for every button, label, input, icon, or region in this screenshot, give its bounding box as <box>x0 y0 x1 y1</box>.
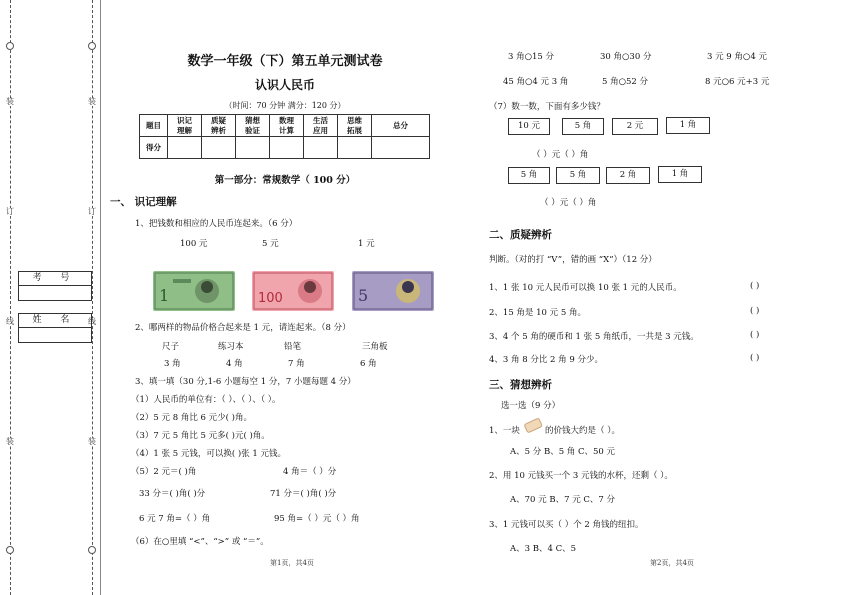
score-cell[interactable] <box>270 137 304 159</box>
answer-blank[interactable]: （ ）元（ ）角 <box>540 198 597 208</box>
seal-char: 线 <box>6 317 14 326</box>
instruction-text: 选一选（9 分） <box>501 401 561 411</box>
price-label: 3 角 <box>164 359 181 369</box>
score-header-cell: 猜想 验证 <box>236 115 270 137</box>
binding-edge-line <box>100 0 101 595</box>
page-number: 第2页，共4页 <box>650 559 694 567</box>
score-header-cell: 题目 <box>140 115 168 137</box>
question-text: 33 分＝( )角( )分 <box>139 489 206 499</box>
choice-options[interactable]: A、70 元 B、7 元 C、7 分 <box>510 495 616 505</box>
answer-blank[interactable]: ( ) <box>750 330 760 340</box>
seal-char: 装 <box>88 437 96 446</box>
exam-meta: （时间：70 分钟 满分：120 分） <box>224 101 346 110</box>
exam-id-field[interactable] <box>19 286 91 300</box>
amount-label: 100 元 <box>180 239 208 249</box>
question-text: （1）人民币的单位有：（ ）、（ ）、（ ）。 <box>131 395 281 405</box>
exam-id-box <box>18 271 92 301</box>
question-text: 71 分＝( )角( )分 <box>270 489 337 499</box>
seal-char: 装 <box>6 97 14 106</box>
banknote-100-yuan-image[interactable] <box>252 271 334 311</box>
answer-blank[interactable]: ( ) <box>750 306 760 316</box>
answer-blank[interactable]: （ ）元（ ）角 <box>532 150 589 160</box>
binding-hole <box>6 546 14 554</box>
item-label: 练习本 <box>218 342 244 352</box>
student-name-label: 姓 名 <box>19 314 91 328</box>
true-false-item: 2、15 角是 10 元 5 角。 <box>489 308 586 318</box>
page-number: 第1页，共4页 <box>270 559 314 567</box>
money-box: 5 角 <box>562 118 604 135</box>
question-text: （5）2 元＝( )角 <box>131 467 197 477</box>
seal-char: 装 <box>88 97 96 106</box>
score-header-cell: 思维 拓展 <box>338 115 372 137</box>
money-box: 10 元 <box>508 118 550 135</box>
money-box: 2 角 <box>606 167 650 184</box>
section-heading: 一、 识记理解 <box>110 196 177 208</box>
true-false-item: 3、4 个 5 角的硬币和 1 张 5 角纸币，一共是 3 元钱。 <box>489 332 699 342</box>
money-box: 5 角 <box>508 167 550 184</box>
money-box: 5 角 <box>556 167 600 184</box>
seal-char: 订 <box>88 207 96 216</box>
score-header-cell: 生活 应用 <box>304 115 338 137</box>
question-text: 4 角＝（ ）分 <box>283 467 337 477</box>
choice-options[interactable]: A、5 分 B、5 角 C、50 元 <box>510 447 616 457</box>
question-text: 95 角=（ ）元（ ）角 <box>274 514 360 524</box>
section-heading: 二、质疑辨析 <box>489 229 552 241</box>
student-name-box <box>18 313 92 343</box>
score-table <box>139 114 430 159</box>
score-cell[interactable] <box>236 137 270 159</box>
item-label: 铅笔 <box>284 342 302 352</box>
question-text: （3）7 元 5 角比 5 元多( )元( )角。 <box>131 431 270 441</box>
exam-id-label: 考 号 <box>19 272 91 286</box>
eraser-icon <box>522 415 544 435</box>
item-label: 三角板 <box>362 342 388 352</box>
instruction-text: 判断。（对的打 “V”，错的画 “X”）（12 分） <box>489 255 657 265</box>
score-cell[interactable] <box>304 137 338 159</box>
binding-hole <box>88 546 96 554</box>
seal-char: 装 <box>6 437 14 446</box>
money-box: 1 角 <box>658 166 702 183</box>
question-text: 1、把钱数和相应的人民币连起来。（6 分） <box>135 219 298 229</box>
score-cell[interactable] <box>168 137 202 159</box>
student-name-field[interactable] <box>19 328 91 342</box>
score-header-cell: 总分 <box>372 115 430 137</box>
price-label: 7 角 <box>288 359 305 369</box>
compare-item: 30 角○30 分 <box>600 52 652 62</box>
amount-label: 5 元 <box>262 239 279 249</box>
score-row-label: 得分 <box>140 137 168 159</box>
compare-item: 3 角○15 分 <box>508 52 555 62</box>
true-false-item: 4、3 角 8 分比 2 角 9 分少。 <box>489 355 603 365</box>
banknote-1-yuan-image[interactable] <box>153 271 235 311</box>
score-header-cell: 质疑 辨析 <box>202 115 236 137</box>
seal-char: 订 <box>6 207 14 216</box>
binding-hole <box>88 42 96 50</box>
choice-options[interactable]: A、3 B、4 C、5 <box>510 544 577 554</box>
question-text: （2）5 元 8 角比 6 元少( )角。 <box>131 413 252 423</box>
answer-blank[interactable]: ( ) <box>750 353 760 363</box>
score-cell[interactable] <box>338 137 372 159</box>
question-text: 1、一块 <box>489 426 520 436</box>
score-cell[interactable] <box>202 137 236 159</box>
question-text: （7）数一数，下面有多少钱？ <box>489 102 605 112</box>
question-text: 2、用 10 元钱买一个 3 元钱的水杯，还剩（ ）。 <box>489 471 673 481</box>
question-text: 2、哪两样的物品价格合起来是 1 元，请连起来。（8 分） <box>135 323 351 333</box>
part-title: 第一部分：常规数学（ 100 分） <box>214 175 356 186</box>
compare-item: 5 角○52 分 <box>602 77 649 87</box>
binding-dashed-line-outer <box>10 0 11 595</box>
page-title: 数学一年级（下）第五单元测试卷 <box>187 54 383 69</box>
price-label: 4 角 <box>226 359 243 369</box>
true-false-item: 1、1 张 10 元人民币可以换 10 张 1 元的人民币。 <box>489 283 682 293</box>
svg-text:5: 5 <box>358 286 369 305</box>
question-text: 6 元 7 角=（ ）角 <box>139 514 211 524</box>
question-text: （4）1 张 5 元钱，可以换( )张 1 元钱。 <box>131 449 286 459</box>
compare-item: 3 元 9 角○4 元 <box>707 52 767 62</box>
binding-dashed-line-inner <box>92 0 93 595</box>
question-text: 3、填一填（30 分,1-6 小题每空 1 分，7 小题每题 4 分） <box>135 377 356 387</box>
score-header-cell: 数理 计算 <box>270 115 304 137</box>
question-text: 的价钱大约是（ ）。 <box>545 426 620 436</box>
compare-item: 45 角○4 元 3 角 <box>503 77 569 87</box>
question-text: 3、1 元钱可以买（ ）个 2 角钱的纽扣。 <box>489 520 644 530</box>
answer-blank[interactable]: ( ) <box>750 281 760 291</box>
seal-char: 线 <box>88 317 96 326</box>
question-text: （6）在○里填 “<”、“>” 或 “＝”。 <box>131 537 269 547</box>
score-cell[interactable] <box>372 137 430 159</box>
svg-text:100: 100 <box>258 291 283 306</box>
price-label: 6 角 <box>360 359 377 369</box>
money-box: 2 元 <box>612 118 658 135</box>
binding-hole <box>6 42 14 50</box>
item-label: 尺子 <box>162 342 180 352</box>
svg-text:1: 1 <box>159 286 170 305</box>
amount-label: 1 元 <box>358 239 375 249</box>
banknote-5-yuan-image[interactable] <box>352 271 434 311</box>
money-box: 1 角 <box>666 117 710 134</box>
section-heading: 三、猜想辨析 <box>489 379 552 391</box>
compare-item: 8 元○6 元+3 元 <box>705 77 770 87</box>
score-header-cell: 识记 理解 <box>168 115 202 137</box>
page-subtitle: 认识人民币 <box>254 78 315 92</box>
